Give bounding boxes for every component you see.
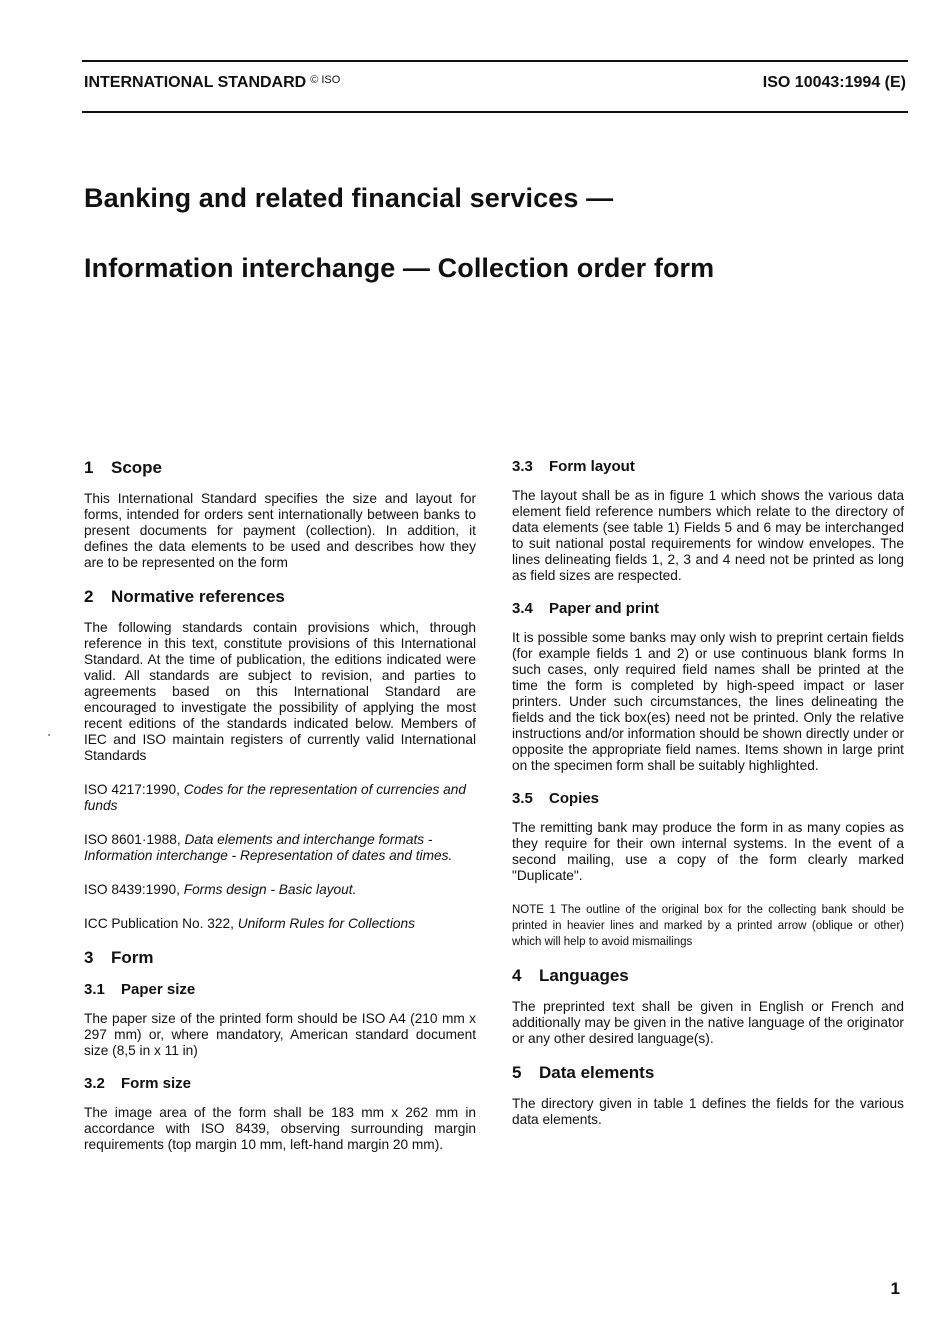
normative-reference: ISO 8601·1988, Data elements and interchange formats - Information interchange - Representation of dates and times.	[84, 832, 453, 863]
section-3-3-body: The layout shall be as in figure 1 which shows the various data element field reference numbers which relate to the directory of data elements (see table 1) Fields 5 and 6 may be interchanged to suit national postal requirements for window envelopes. The lines delineating fields 1, 2, 3 and 4 need not be printed as long as field sizes are respected.	[512, 488, 904, 583]
section-1-heading: 1 Scope	[84, 458, 163, 477]
copyright-mark: © ISO	[310, 74, 341, 86]
section-2-body: The following standards contain provisions which, through reference in this text, constitute provisions of this International Standard. At the time of publication, the editions indicated were valid. All standards are subject to revision, and parties to agreements based on this International Standard are encouraged to investigate the possibility of applying the most recent editions of the standards indicated below. Members of IEC and ISO maintain registers of currently valid International Standards	[84, 620, 476, 763]
section-3-1-heading: 3.1 Paper size	[84, 981, 196, 998]
scan-speck	[48, 734, 50, 736]
header-standard-number: ISO 10043:1994 (E)	[762, 74, 906, 91]
normative-reference: ICC Publication No. 322, Uniform Rules for Collections	[84, 916, 415, 931]
section-3-5-body: The remitting bank may produce the form in as many copies as they require for their own internal systems. In the event of a second mailing, use a copy of the form clearly marked "Duplicate".	[512, 820, 904, 883]
section-3-5-heading: 3.5 Copies	[512, 790, 600, 807]
section-4-body: The preprinted text shall be given in English or French and additionally may be given in the native language of the originator or any other desired language(s).	[512, 999, 904, 1046]
header-top-rule	[82, 60, 908, 62]
section-3-heading: 3 Form	[84, 948, 154, 967]
section-1-body: This International Standard specifies the size and layout for forms, intended for orders sent internationally between banks to present documents for payment (collection). In addition, it defines the data elements to be used and describes how they are to be represented on the form	[84, 491, 476, 570]
normative-reference: ISO 4217:1990, Codes for the representation of currencies and funds	[84, 782, 466, 813]
section-5-body: The directory given in table 1 defines the fields for the various data elements.	[512, 1096, 904, 1127]
section-3-5-note: NOTE 1 The outline of the original box for the collecting bank should be printed in heavier lines and marked by a printed arrow (oblique or other) which will help to avoid mismailings	[512, 904, 904, 948]
right-column	[512, 458, 904, 1128]
section-4-heading: 4 Languages	[512, 966, 629, 985]
normative-reference: ISO 8439:1990, Forms design - Basic layout.	[84, 882, 357, 897]
section-3-1-body: The paper size of the printed form should be ISO A4 (210 mm x 297 mm) or, where mandatory, American standard document size (8,5 in x 11 in)	[84, 1011, 476, 1058]
section-3-2-body: The image area of the form shall be 183 mm x 262 mm in accordance with ISO 8439, observing surrounding margin requirements (top margin 10 mm, left-hand margin 20 mm).	[84, 1105, 476, 1152]
section-5-heading: 5 Data elements	[512, 1063, 655, 1082]
section-3-3-heading: 3.3 Form layout	[512, 458, 635, 475]
header-bottom-rule	[82, 111, 908, 113]
page-number: 1	[890, 1279, 900, 1298]
section-3-2-heading: 3.2 Form size	[84, 1075, 192, 1092]
left-column	[84, 458, 476, 1153]
section-2-heading: 2 Normative references	[84, 587, 285, 606]
document-title-line2: Information interchange — Collection order form	[84, 253, 715, 283]
document-title-line1: Banking and related financial services —	[84, 183, 614, 213]
header-standard-label: INTERNATIONAL STANDARD $^{© ISO}$	[84, 74, 341, 91]
section-3-4-heading: 3.4 Paper and print	[512, 600, 660, 617]
section-3-4-body: It is possible some banks may only wish to preprint certain fields (for example fields 1 and 2) or use continuous blank forms In such cases, only required field names shall be printed at the time the form is completed by high-speed impact or laser printers. Under such circumstances, the lines delineating the fields and the tick box(es) need not be printed. Only the relative instructions and/or information should be shown directly under or opposite the appropriate field names. Items shown in large print on the specimen form shall be suitably highlighted.	[512, 630, 904, 773]
